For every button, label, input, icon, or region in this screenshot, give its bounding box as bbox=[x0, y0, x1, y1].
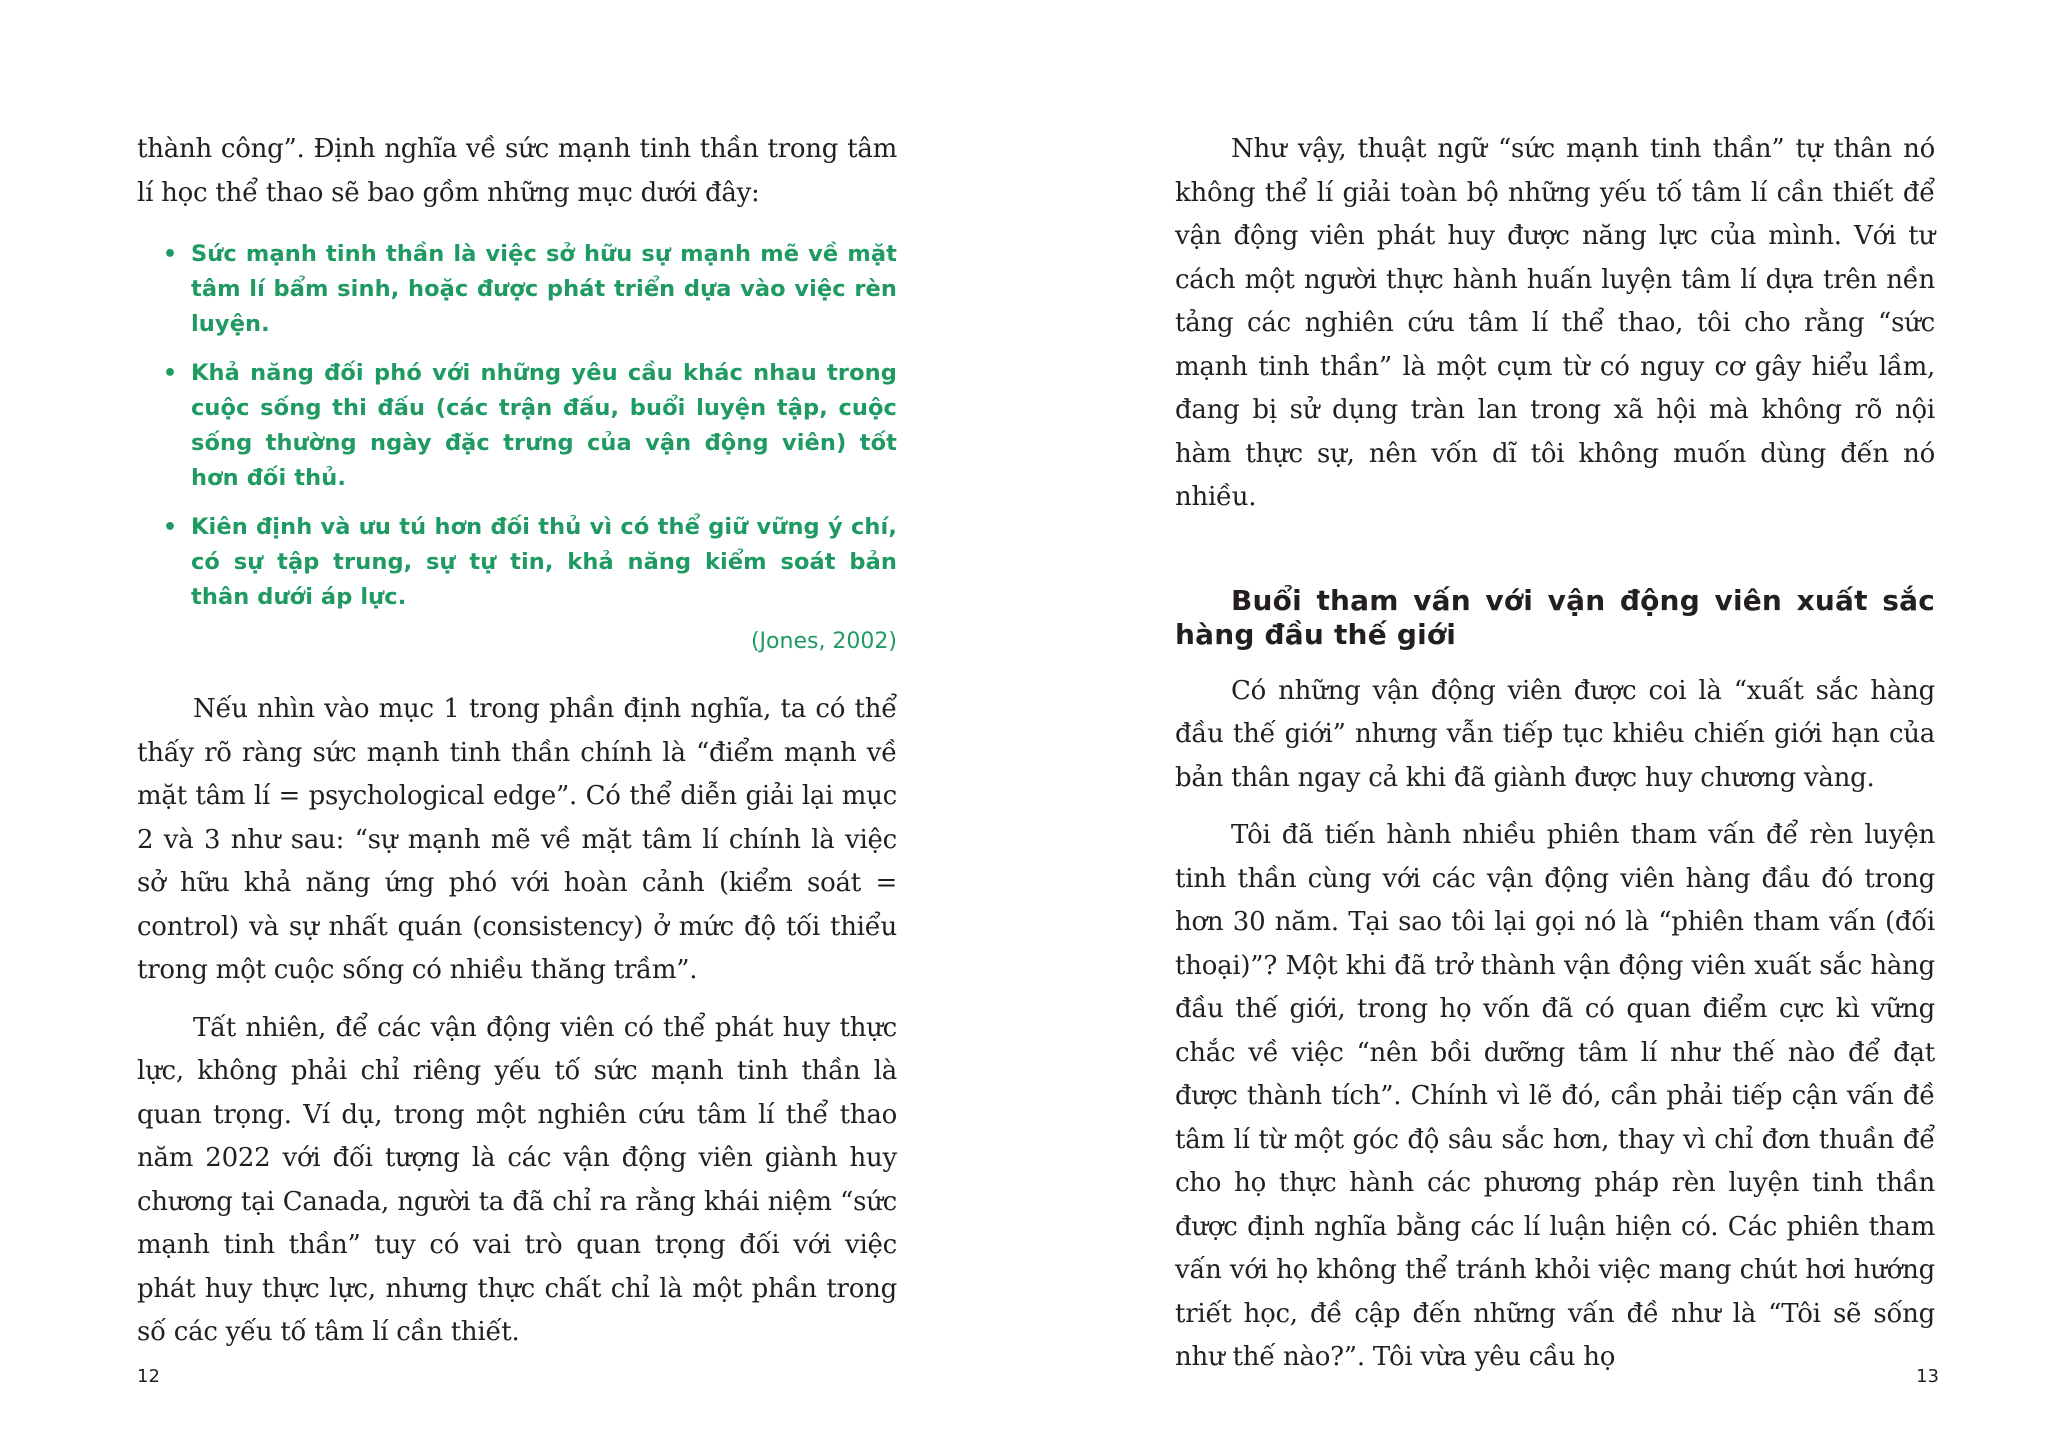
body-paragraph: Tất nhiên, để các vận động viên có thể phát huy thực lực, không phải chỉ riêng yếu tố sức mạnh tinh thần là quan trọng. Ví dụ, trong một nghiên cứu tâm lí thể thao năm 2022 với đối tượng là các vận động viên giành huy chương tại Canada, người ta đã chỉ ra rằng khái niệm “sức mạnh tinh thần” tuy có vai trò quan trọng đối với việc phát huy thực lực, nhưng thực chất chỉ là một phần trong số các yếu tố tâm lí cần thiết. bbox=[137, 1012, 897, 1347]
definition-item-1 bbox=[163, 237, 897, 342]
body-paragraph: Có những vận động viên được coi là “xuất sắc hàng đầu thế giới” nhưng vẫn tiếp tục khiêu chiến giới hạn của bản thân ngay cả khi đã giành được huy chương vàng. bbox=[1175, 675, 1935, 793]
definition-item-text: Kiên định và ưu tú hơn đối thủ vì có thể giữ vững ý chí, có sự tập trung, sự tự tin, khả năng kiểm soát bản thân dưới áp lực. bbox=[191, 514, 897, 610]
body-paragraph: Như vậy, thuật ngữ “sức mạnh tinh thần” tự thân nó không thể lí giải toàn bộ những yếu tố tâm lí cần thiết để vận động viên phát huy được năng lực của mình. Với tư cách một người thực hành huấn luyện tâm lí dựa trên nền tảng các nghiên cứu tâm lí thể thao, tôi cho rằng “sức mạnh tinh thần” là một cụm từ có nguy cơ gây hiểu lầm, đang bị sử dụng tràn lan trong xã hội mà không rõ nội hàm thực sự, nên vốn dĩ tôi không muốn dùng đến nó nhiều. bbox=[1175, 134, 1935, 512]
definition-item-2 bbox=[163, 356, 897, 496]
section-heading: Buổi tham vấn với vận động viên xuất sắc hàng đầu thế giới bbox=[1175, 583, 1935, 651]
left-text-column bbox=[137, 128, 897, 1369]
body-paragraph: Nếu nhìn vào mục 1 trong phần định nghĩa, ta có thể thấy rõ ràng sức mạnh tinh thần chính là “điểm mạnh về mặt tâm lí = psychological edge”. Có thể diễn giải lại mục 2 và 3 như sau: “sự mạnh mẽ về mặt tâm lí chính là việc sở hữu khả năng ứng phó với hoàn cảnh (kiểm soát = control) và sự nhất quán (consistency) ở mức độ tối thiểu trong một cuộc sống có nhiều thăng trầm”. bbox=[137, 694, 897, 985]
intro-paragraph: thành công”. Định nghĩa về sức mạnh tinh thần trong tâm lí học thể thao sẽ bao gồm những mục dưới đây: bbox=[137, 134, 897, 208]
definition-item-text: Khả năng đối phó với những yêu cầu khác nhau trong cuộc sống thi đấu (các trận đấu, buổi luyện tập, cuộc sống thường ngày đặc trưng của vận động viên) tốt hơn đối thủ. bbox=[191, 360, 897, 491]
right-text-column bbox=[1175, 128, 1935, 1394]
definition-list bbox=[137, 237, 897, 615]
bullet-icon: • bbox=[163, 242, 178, 267]
definition-item-text: Sức mạnh tinh thần là việc sở hữu sự mạnh mẽ về mặt tâm lí bẩm sinh, hoặc được phát triển dựa vào việc rèn luyện. bbox=[191, 241, 897, 337]
bullet-icon: • bbox=[163, 361, 178, 386]
bullet-icon: • bbox=[163, 515, 178, 540]
body-paragraph: Tôi đã tiến hành nhiều phiên tham vấn để rèn luyện tinh thần cùng với các vận động viên hàng đầu đó trong hơn 30 năm. Tại sao tôi lại gọi nó là “phiên tham vấn (đối thoại)”? Một khi đã trở thành vận động viên xuất sắc hàng đầu thế giới, trong họ vốn đã có quan điểm cực kì vững chắc về việc “nên bồi dưỡng tâm lí như thế nào để đạt được thành tích”. Chính vì lẽ đó, cần phải tiếp cận vấn đề tâm lí từ một góc độ sâu sắc hơn, thay vì chỉ đơn thuần để cho họ thực hành các phương pháp rèn luyện tinh thần được định nghĩa bằng các lí luận hiện có. Các phiên tham vấn với họ không thể tránh khỏi việc mang chút hơi hướng triết học, đề cập đến những vấn đề như là “Tôi sẽ sống như thế nào?”. Tôi vừa yêu cầu họ bbox=[1175, 820, 1935, 1372]
page-number: 12 bbox=[137, 1366, 160, 1387]
page-number: 13 bbox=[1916, 1366, 1939, 1387]
right-page bbox=[1024, 0, 2048, 1456]
citation: (Jones, 2002) bbox=[750, 629, 897, 654]
definition-item-3 bbox=[163, 510, 897, 615]
